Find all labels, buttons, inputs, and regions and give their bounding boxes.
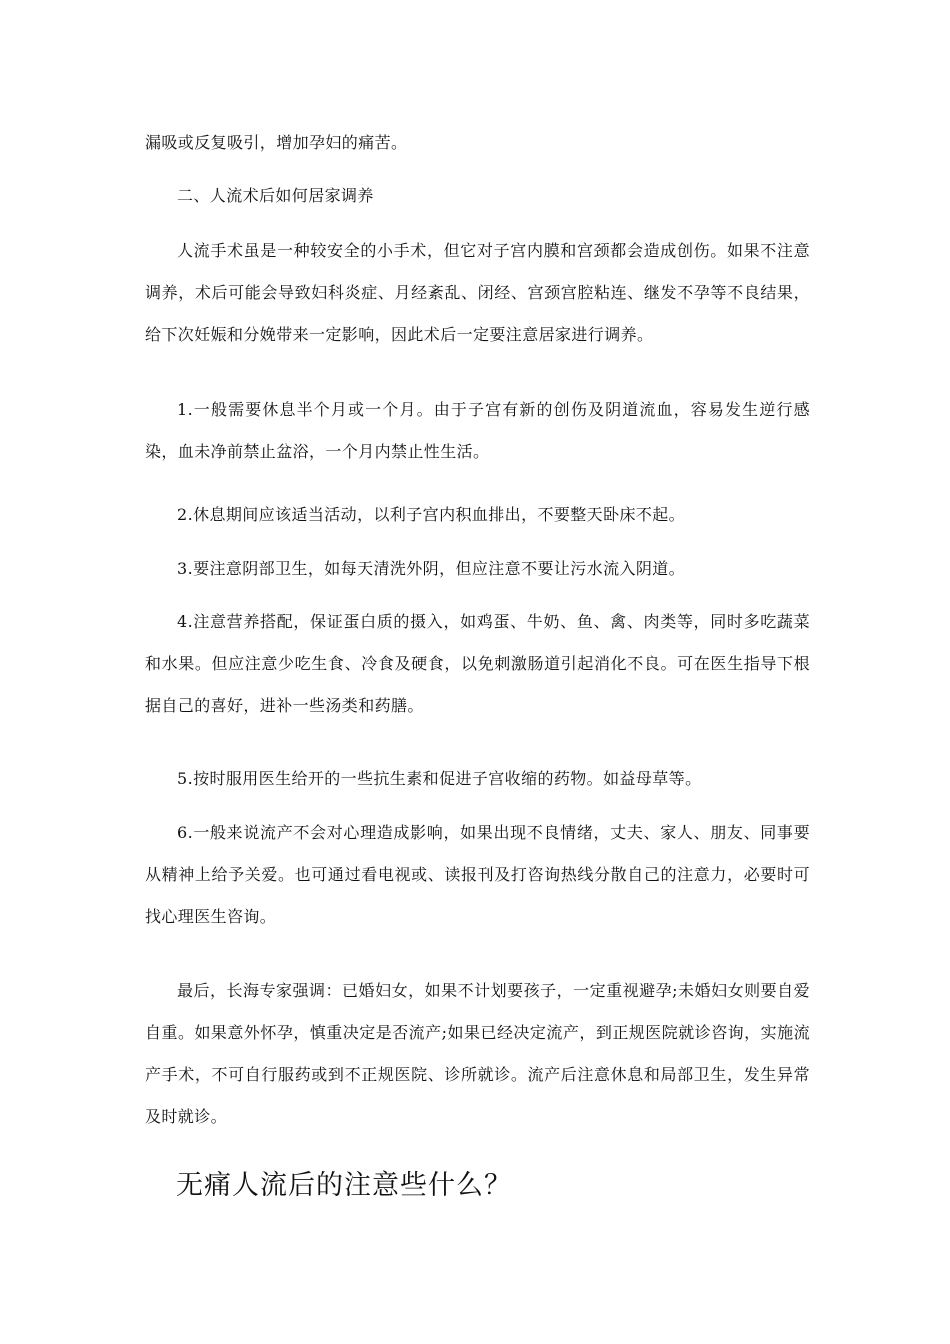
- list-item-2: 2.休息期间应该适当活动，以利子宫内积血排出，不要整天卧床不起。: [177, 505, 686, 524]
- list-item-5: 5.按时服用医生给开的一些抗生素和促进子宫收缩的药物。如益母草等。: [177, 769, 702, 788]
- paragraph-conclusion: 最后，长海专家强调：已婚妇女，如果不计划要孩子，一定重视避孕;未婚妇女则要自爱自重。如果意外怀孕，慎重决定是否流产;如果已经决定流产，到正规医院就诊咨询，实施流产手术，不可自行服药或到不正规医院、诊所就诊。流产后注意休息和局部卫生，发生异常及时就诊。: [145, 981, 810, 1126]
- list-item-1: 1.一般需要休息半个月或一个月。由于子宫有新的创伤及阴道流血，容易发生逆行感染，血未净前禁止盆浴，一个月内禁止性生活。: [145, 400, 810, 461]
- article-heading: 无痛人流后的注意些什么？: [176, 1170, 512, 1201]
- paragraph-continuation: 漏吸或反复吸引，增加孕妇的痛苦。: [145, 133, 408, 152]
- list-item-4: 4.注意营养搭配，保证蛋白质的摄入，如鸡蛋、牛奶、鱼、禽、肉类等，同时多吃蔬菜和水果。但应注意少吃生食、冷食及硬食，以免刺激肠道引起消化不良。可在医生指导下根据自己的喜好，进补一些汤类和药膳。: [145, 612, 810, 715]
- list-item-6: 6.一般来说流产不会对心理造成影响，如果出现不良情绪，丈夫、家人、朋友、同事要从精神上给予关爱。也可通过看电视或、读报刊及打咨询热线分散自己的注意力，必要时可找心理医生咨询。: [145, 823, 810, 926]
- section-heading-home-care: 二、人流术后如何居家调养: [177, 186, 374, 205]
- paragraph-intro: 人流手术虽是一种较安全的小手术，但它对子宫内膜和宫颈都会造成创伤。如果不注意调养，术后可能会导致妇科炎症、月经紊乱、闭经、宫颈宫腔粘连、继发不孕等不良结果，给下次妊娠和分娩带来一定影响，因此术后一定要注意居家进行调养。: [145, 241, 810, 344]
- list-item-3: 3.要注意阴部卫生，如每天清洗外阴，但应注意不要让污水流入阴道。: [177, 559, 686, 578]
